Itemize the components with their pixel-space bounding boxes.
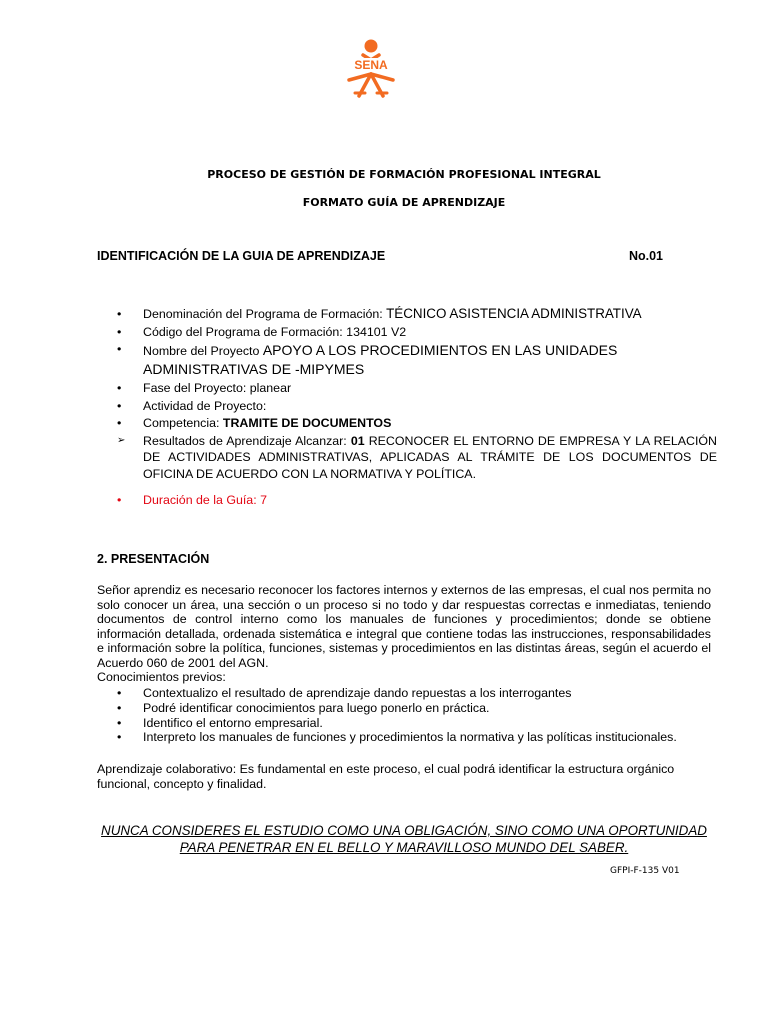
knowledge-text: Identifico el entorno empresarial. bbox=[143, 715, 323, 730]
code-label: Código del Programa de Formación: bbox=[143, 324, 347, 339]
list-item bbox=[97, 716, 717, 731]
competence-label: Competencia: bbox=[143, 416, 223, 430]
knowledge-text: Podré identificar conocimientos para luego ponerlo en práctica. bbox=[143, 700, 490, 715]
guide-number: No.01 bbox=[628, 249, 663, 263]
results-label: Resultados de Aprendizaje Alcanzar: bbox=[143, 433, 351, 448]
sena-logo-text: SENA bbox=[354, 58, 388, 72]
bullet-icon: • bbox=[117, 493, 122, 507]
project-label: Nombre del Proyecto bbox=[143, 344, 263, 358]
bullet-icon: • bbox=[117, 324, 122, 339]
list-item-results bbox=[97, 433, 717, 483]
bullet-icon: • bbox=[117, 342, 122, 356]
project-value: APOYO A LOS PROCEDIMIENTOS EN LAS UNIDADES ADMINISTRATIVAS DE -MIPYMES bbox=[143, 342, 618, 377]
activity-label: Actividad de Proyecto: bbox=[143, 398, 267, 413]
list-item-code bbox=[97, 324, 717, 341]
motivational-quote: NUNCA CONSIDERES EL ESTUDIO COMO UNA OBLIGACIÓN, SINO COMO UNA OPORTUNIDAD PARA PENETRAR EN EL BELLO Y MARAVILLOSO MUNDO DEL SABER. bbox=[101, 823, 707, 855]
bullet-icon: • bbox=[117, 700, 122, 715]
bullet-icon: • bbox=[117, 730, 122, 745]
program-label: Denominación del Programa de Formación: bbox=[143, 307, 387, 321]
previous-knowledge-list bbox=[97, 686, 717, 745]
list-item-duration bbox=[97, 492, 717, 509]
bullet-icon: • bbox=[117, 307, 122, 321]
code-value: 134101 V2 bbox=[346, 324, 407, 339]
header-process-title: PROCESO DE GESTIÓN DE FORMACIÓN PROFESIONAL INTEGRAL bbox=[207, 168, 601, 181]
knowledge-text: Contextualizo el resultado de aprendizaje dando repuestas a los interrogantes bbox=[143, 686, 572, 700]
form-code: GFPI-F-135 V01 bbox=[610, 866, 680, 876]
duration-text: Duración de la Guía: 7 bbox=[143, 493, 267, 507]
bullet-icon: • bbox=[117, 398, 122, 413]
identification-heading bbox=[97, 249, 667, 263]
sena-logo bbox=[341, 38, 401, 100]
list-item-activity bbox=[97, 398, 717, 415]
phase-label: Fase del Proyecto: bbox=[143, 381, 250, 395]
bullet-icon: • bbox=[117, 715, 122, 730]
identification-title: IDENTIFICACIÓN DE LA GUIA DE APRENDIZAJE bbox=[97, 249, 386, 263]
arrow-bullet-icon: ➢ bbox=[117, 434, 126, 446]
guide-details-list bbox=[97, 306, 717, 510]
list-item-program bbox=[97, 306, 717, 323]
program-value: TÉCNICO ASISTENCIA ADMINISTRATIVA bbox=[386, 306, 642, 321]
collaborative-learning-paragraph: Aprendizaje colaborativo: Es fundamental en este proceso, el cual podrá identificar la estructura orgánico funcional, concepto y finalidad. bbox=[97, 762, 675, 791]
list-item-competence bbox=[97, 415, 717, 432]
bullet-icon: • bbox=[117, 686, 122, 700]
list-item-phase bbox=[97, 380, 717, 397]
list-item bbox=[97, 701, 717, 716]
previous-knowledge-label: Conocimientos previos: bbox=[97, 670, 226, 684]
list-item-project bbox=[97, 341, 717, 379]
results-value: RECONOCER EL ENTORNO DE EMPRESA Y LA RELACIÓN DE ACTIVIDADES ADMINISTRATIVAS, APLICADAS AL TRÁMITE DE LOS DOCUMENTOS DE OFICINA DE ACUERDO CON LA NORMATIVA Y POLÍTICA. bbox=[143, 433, 718, 481]
bullet-icon: • bbox=[117, 416, 122, 430]
phase-value: planear bbox=[249, 381, 292, 395]
list-item bbox=[97, 686, 717, 701]
presentation-title: 2. PRESENTACIÓN bbox=[97, 552, 210, 566]
header-format-title: FORMATO GUÍA DE APRENDIZAJE bbox=[302, 196, 506, 209]
presentation-paragraph: Señor aprendiz es necesario reconocer los factores internos y externos de las empresas, el cual nos permita no solo conocer un área, una sección o un proceso si no todo y dar respuestas correctas e inmediatas, teniendo documentos de control interno como los manuales de funciones y procedimientos; donde se obtiene información detallada, ordenada sistemática e integral que contiene todas las instrucciones, responsabilidades e información sobre la política, funciones, sistemas y procedimientos en las distintas áreas, según el acuerdo el Acuerdo 060 de 2001 del AGN. bbox=[97, 583, 711, 670]
bullet-icon: • bbox=[117, 381, 122, 395]
list-item bbox=[97, 730, 717, 745]
results-number: 01 bbox=[350, 433, 365, 448]
knowledge-text: Interpreto los manuales de funciones y procedimientos la normativa y las políticas institucionales. bbox=[143, 730, 677, 745]
competence-value: TRAMITE DE DOCUMENTOS bbox=[222, 416, 392, 430]
